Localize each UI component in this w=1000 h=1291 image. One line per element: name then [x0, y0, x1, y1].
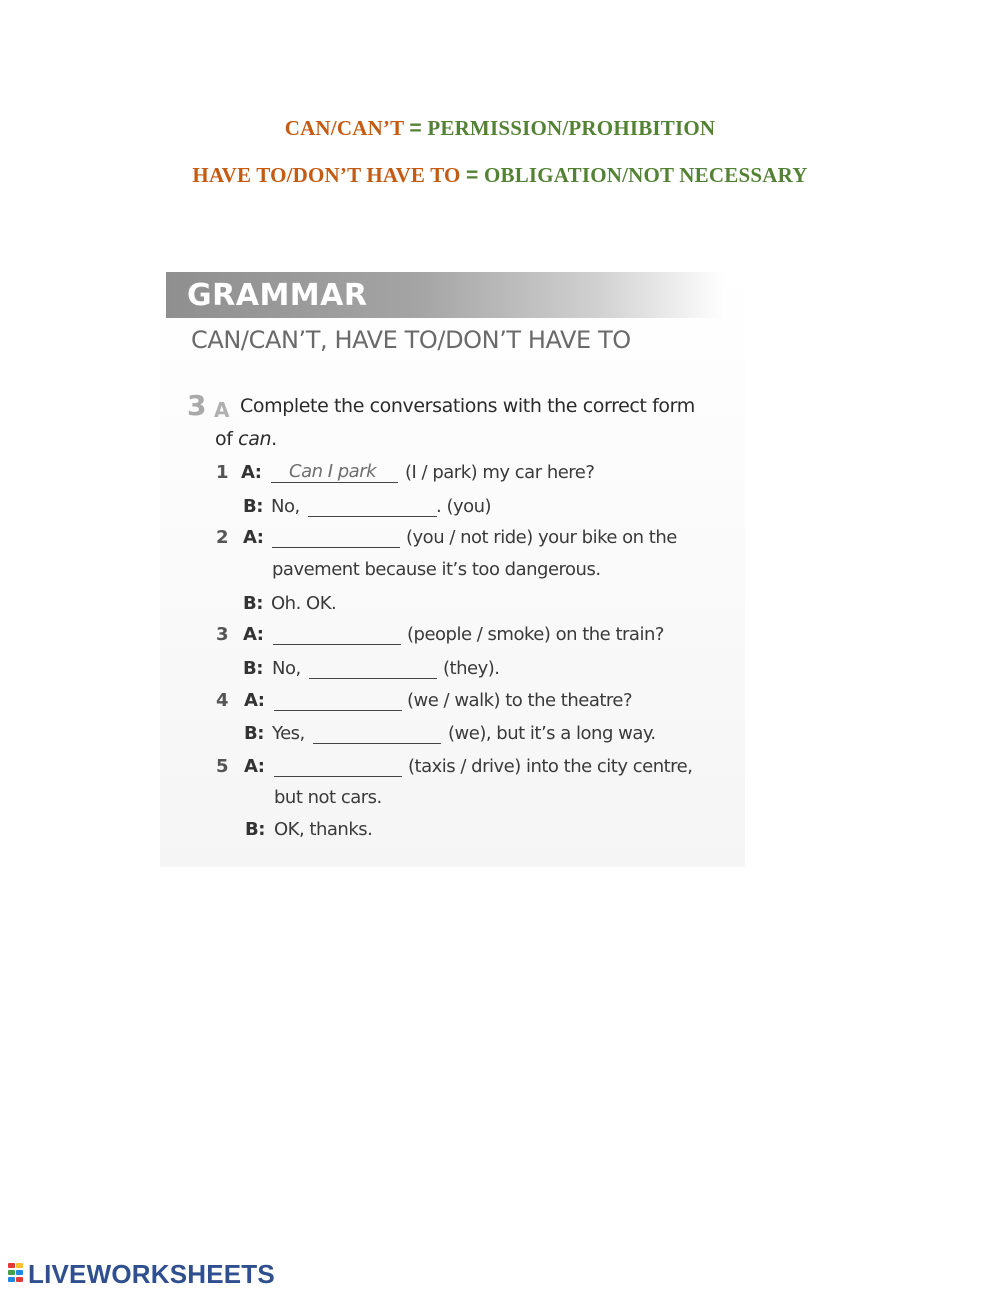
answer-blank[interactable] [313, 743, 441, 744]
rule-term: CAN/CAN’T [284, 116, 404, 140]
rule-have-to [0, 163, 1000, 188]
example-answer: Can I park [289, 461, 377, 482]
response-text: No, [272, 658, 301, 679]
item-number: 2 [216, 527, 229, 548]
rule-equals: = [466, 164, 479, 187]
item-2-a-continuation: pavement because it’s too dangerous. [272, 559, 601, 580]
instruction-prefix: of [215, 428, 239, 450]
instruction-keyword: can [238, 428, 272, 450]
worksheet-scan [160, 262, 745, 867]
instruction-line-2 [215, 428, 277, 450]
answer-blank[interactable] [274, 710, 402, 711]
answer-blank[interactable] [272, 547, 400, 548]
response-suffix: . (you) [436, 496, 492, 517]
item-number: 1 [216, 462, 229, 483]
response-text: No, [271, 496, 300, 517]
item-5-a-continuation: but not cars. [274, 787, 382, 808]
response-suffix: (they). [443, 658, 500, 679]
exercise-letter: A [214, 398, 230, 422]
item-4-b [216, 723, 736, 749]
item-3-b [216, 658, 736, 684]
rule-equals: = [409, 117, 422, 140]
speaker-label: A: [244, 690, 265, 711]
item-2-a [216, 527, 736, 553]
item-2-b [216, 593, 736, 619]
rule-meaning: OBLIGATION/NOT NECESSARY [483, 163, 808, 187]
answer-blank[interactable] [273, 644, 401, 645]
answer-blank[interactable] [274, 776, 402, 777]
liveworksheets-footer [8, 1260, 275, 1288]
prompt-text: (you / not ride) your bike on the [406, 527, 677, 548]
item-number: 3 [216, 624, 229, 645]
banner-title: GRAMMAR [187, 278, 368, 313]
response-suffix: (we), but it’s a long way. [448, 723, 656, 744]
item-1-a [216, 462, 736, 488]
response-text: OK, thanks. [274, 819, 373, 840]
section-subtitle: CAN/CAN’T, HAVE TO/DON’T HAVE TO [191, 326, 631, 354]
speaker-label: A: [243, 624, 264, 645]
instruction-line-1: Complete the conversations with the correct form [240, 395, 695, 417]
rule-meaning: PERMISSION/PROHIBITION [427, 116, 716, 140]
answer-blank[interactable] [271, 482, 398, 483]
item-number: 5 [216, 756, 229, 777]
speaker-label: B: [245, 819, 265, 840]
speaker-label: A: [243, 527, 264, 548]
prompt-text: (taxis / drive) into the city centre, [408, 756, 693, 777]
liveworksheets-logo-icon [8, 1263, 24, 1285]
item-1-b [216, 496, 736, 522]
prompt-text: (people / smoke) on the train? [407, 624, 664, 645]
response-text: Oh. OK. [271, 593, 337, 614]
speaker-label: A: [244, 756, 265, 777]
answer-blank[interactable] [308, 516, 437, 517]
response-text: Yes, [272, 723, 305, 744]
grammar-banner [166, 272, 726, 318]
item-5-a [216, 756, 736, 782]
instruction-suffix: . [271, 428, 277, 450]
item-number: 4 [216, 690, 229, 711]
speaker-label: B: [244, 723, 264, 744]
exercise-number: 3 [187, 389, 207, 422]
speaker-label: B: [243, 593, 263, 614]
rule-term: HAVE TO/DON’T HAVE TO [192, 163, 461, 187]
speaker-label: B: [243, 658, 263, 679]
brand-name[interactable]: LIVEWORKSHEETS [28, 1258, 275, 1289]
item-5-b [216, 819, 736, 845]
prompt-text: (we / walk) to the theatre? [407, 690, 633, 711]
speaker-label: A: [241, 462, 262, 483]
prompt-text: (I / park) my car here? [405, 462, 595, 483]
item-3-a [216, 624, 736, 650]
answer-blank[interactable] [309, 678, 437, 679]
item-4-a [216, 690, 736, 716]
rule-can-cant [0, 116, 1000, 141]
speaker-label: B: [243, 496, 263, 517]
